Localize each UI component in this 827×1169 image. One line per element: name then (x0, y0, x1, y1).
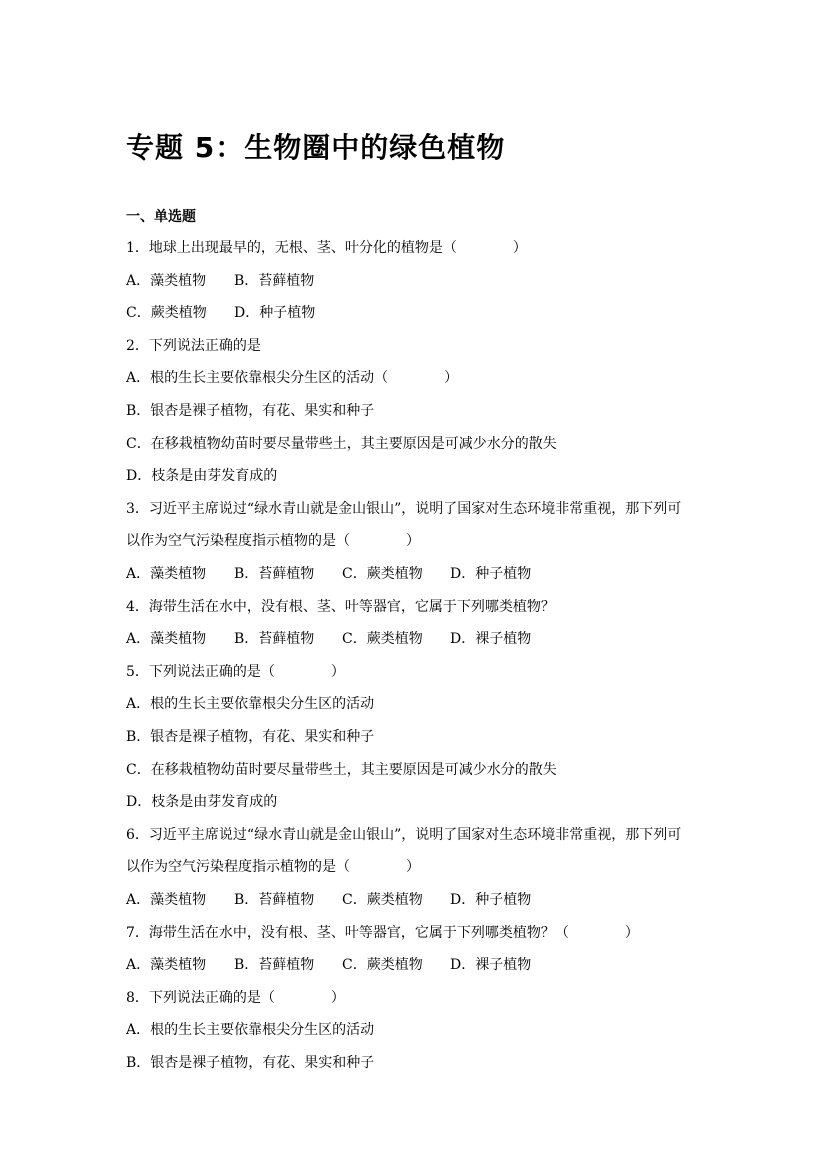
text-line: B．银杏是裸子植物，有花、果实和种子 (126, 729, 375, 745)
answer-options (126, 890, 531, 910)
text-line: A．根的生长主要依靠根尖分生区的活动 (126, 1022, 375, 1039)
answer-option: C．蕨类植物 (342, 566, 423, 582)
text-line: 2．下列说法正确的是 (126, 337, 261, 354)
text-line: D．枝条是由芽发育成的 (126, 468, 278, 485)
answer-options (126, 629, 531, 649)
answer-option: D．种子植物 (450, 566, 532, 582)
text-line: 以作为空气污染程度指示植物的是（ ） (126, 533, 420, 550)
answer-option: A．藻类植物 (126, 957, 207, 974)
text-line: C．在移栽植物幼苗时要尽量带些土，其主要原因是可减少水分的散失 (126, 435, 557, 452)
text-line: 4．海带生活在水中，没有根、茎、叶等器官，它属于下列哪类植物？ (126, 598, 555, 615)
answer-option: B．苔藓植物 (234, 892, 315, 908)
text-line: 7．海带生活在水中，没有根、茎、叶等器官，它属于下列哪类植物？（ ） (126, 924, 639, 941)
answer-option: D．裸子植物 (450, 957, 532, 974)
answer-option: C．蕨类植物 (126, 305, 207, 322)
answer-option: B．苔藓植物 (234, 957, 315, 974)
answer-option: B．苔藓植物 (234, 631, 315, 648)
answer-option: A．藻类植物 (126, 631, 207, 648)
answer-option: B．苔藓植物 (234, 566, 315, 582)
answer-options (126, 955, 531, 975)
answer-option: B．苔藓植物 (234, 272, 315, 289)
answer-option: C．蕨类植物 (342, 957, 423, 974)
text-line: B．银杏是裸子植物，有花、果实和种子 (126, 403, 375, 419)
answer-options (126, 303, 315, 323)
answer-options (126, 271, 314, 291)
answer-option: A．藻类植物 (126, 272, 207, 289)
text-line: 以作为空气污染程度指示植物的是（ ） (126, 859, 420, 876)
answer-option: C．蕨类植物 (342, 892, 423, 908)
answer-option: A．藻类植物 (126, 892, 207, 908)
answer-option: C．蕨类植物 (342, 631, 423, 648)
answer-option: A．藻类植物 (126, 566, 207, 582)
text-line: 5．下列说法正确的是（ ） (126, 663, 345, 680)
text-line: C．在移栽植物幼苗时要尽量带些土，其主要原因是可减少水分的散失 (126, 761, 557, 778)
text-line: D．枝条是由芽发育成的 (126, 794, 278, 811)
text-line: 8．下列说法正确的是（ ） (126, 989, 345, 1006)
answer-option: D．裸子植物 (450, 631, 532, 648)
text-line: A．根的生长主要依靠根尖分生区的活动 (126, 696, 375, 713)
answer-option: D．种子植物 (450, 892, 532, 908)
text-line: 1．地球上出现最早的，无根、茎、叶分化的植物是（ ） (126, 240, 527, 256)
document-title: 专题 5：生物圈中的绿色植物 (126, 131, 506, 164)
text-line: A．根的生长主要依靠根尖分生区的活动（ ） (126, 370, 459, 387)
section-heading: 一、单选题 (126, 209, 196, 225)
answer-options (126, 564, 531, 584)
text-line: B．银杏是裸子植物，有花、果实和种子 (126, 1055, 375, 1071)
answer-option: D．种子植物 (234, 305, 316, 322)
text-line: 6．习近平主席说过“绿水青山就是金山银山”，说明了国家对生态环境非常重视，那下列可 (126, 826, 682, 843)
text-line: 3．习近平主席说过“绿水青山就是金山银山”，说明了国家对生态环境非常重视，那下列可 (126, 500, 682, 517)
